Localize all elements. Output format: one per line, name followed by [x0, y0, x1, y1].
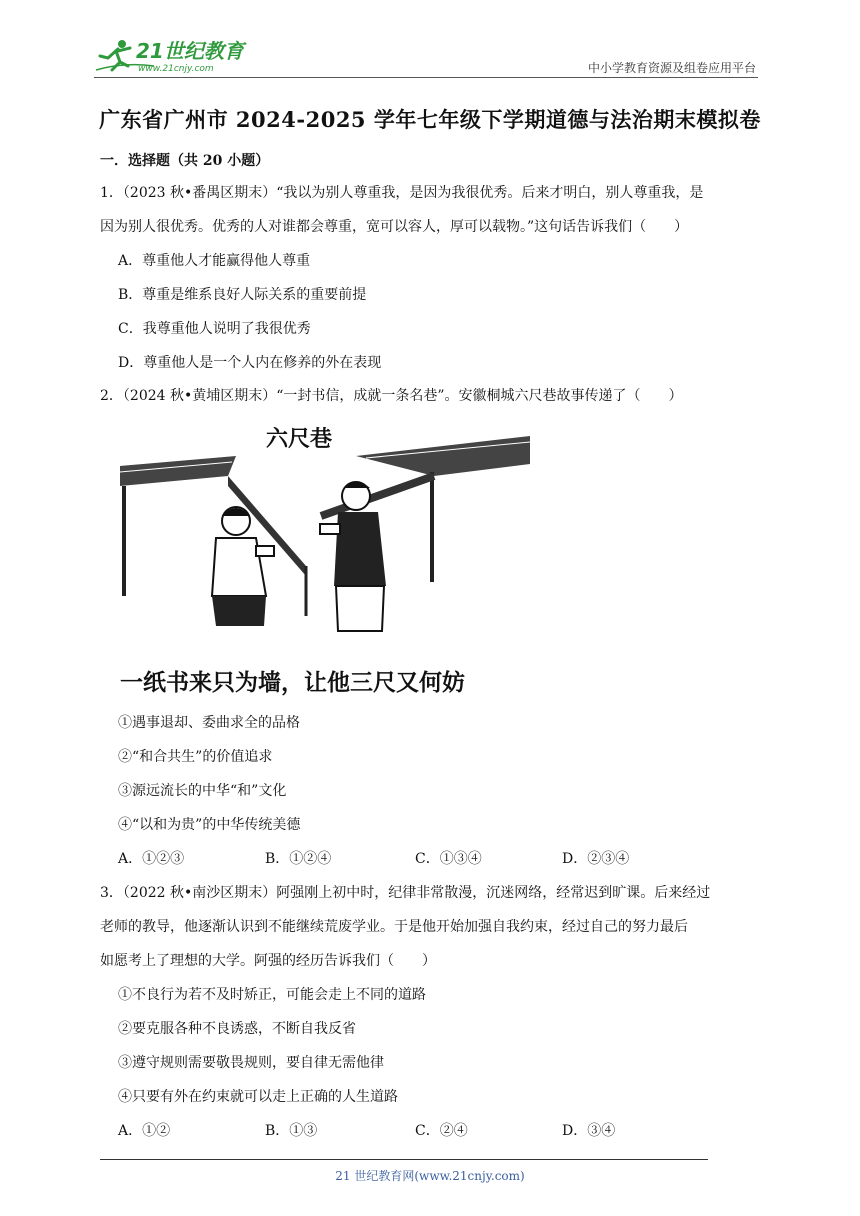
- site-logo: [94, 36, 264, 76]
- q1-option-c: C．我尊重他人说明了我很优秀: [118, 321, 311, 337]
- q3-line-3: 如愿考上了理想的大学。阿强的经历告诉我们（ ）: [100, 953, 436, 969]
- q3-choice-d: D．③④: [562, 1123, 616, 1139]
- section-heading: 一．选择题（共 20 小题）: [100, 153, 270, 169]
- logo-url: www.21cnjy.com: [138, 64, 214, 74]
- liuchixiang-illustration: [116, 416, 536, 701]
- q2-choice-b: B．①②④: [265, 851, 332, 867]
- right-person-icon: [320, 482, 386, 631]
- q3-line-2: 老师的教导，他逐渐认识到不能继续荒废学业。于是他开始加强自我约束，经过自己的努力最后: [100, 919, 688, 935]
- q2-statement-1: ①遇事退却、委曲求全的品格: [118, 715, 300, 731]
- q3-line-1: 3．（2022 秋•南沙区期末）阿强刚上初中时，纪律非常散漫，沉迷网络，经常迟到旷课。后来经过: [100, 885, 711, 901]
- q2-statement-2: ②“和合共生”的价值追求: [118, 749, 273, 765]
- q1-option-a: A．尊重他人才能赢得他人尊重: [118, 253, 311, 269]
- q2-statement-4: ④“以和为贵”的中华传统美德: [118, 817, 301, 833]
- figure-caption: 一纸书来只为墙，让他三尺又何妨: [120, 669, 465, 696]
- footer-divider: [100, 1159, 708, 1160]
- q2-choice-c: C．①③④: [415, 851, 482, 867]
- q3-statement-3: ③遵守规则需要敬畏规则，要自律无需他律: [118, 1055, 384, 1071]
- q2-line-1: 2．（2024 秋•黄埔区期末）“一封书信，成就一条名巷”。安徽桐城六尺巷故事传递了（ ）: [100, 388, 683, 404]
- page-header: [0, 0, 860, 80]
- q2-choice-a: A．①②③: [118, 851, 185, 867]
- q1-option-d: D．尊重他人是一个人内在修养的外在表现: [118, 355, 382, 371]
- q1-option-b: B．尊重是维系良好人际关系的重要前提: [118, 287, 367, 303]
- header-platform-text: 中小学教育资源及组卷应用平台: [587, 61, 756, 75]
- q1-line-2: 因为别人很优秀。优秀的人对谁都会尊重，宽可以容人，厚可以载物。”这句话告诉我们（ ）: [100, 219, 689, 235]
- page-title: 广东省广州市 2024-2025 学年七年级下学期道德与法治期末模拟卷: [99, 107, 761, 132]
- q2-choice-d: D．②③④: [562, 851, 630, 867]
- figure-title: 六尺巷: [266, 426, 333, 452]
- q3-choice-a: A．①②: [118, 1123, 171, 1139]
- q3-statement-4: ④只要有外在约束就可以走上正确的人生道路: [118, 1089, 398, 1105]
- q1-line-1: 1．（2023 秋•番禺区期末）“我以为别人尊重我，是因为我很优秀。后来才明白，别人尊重我，是: [100, 185, 704, 201]
- q3-statement-1: ①不良行为若不及时矫正，可能会走上不同的道路: [118, 987, 426, 1003]
- footer-text[interactable]: 21 世纪教育网(www.21cnjy.com): [335, 1169, 525, 1183]
- logo-text: 21世纪教育: [136, 39, 244, 63]
- q2-statement-3: ③源远流长的中华“和”文化: [118, 783, 287, 799]
- q3-statement-2: ②要克服各种不良诱惑，不断自我反省: [118, 1021, 356, 1037]
- q3-choice-b: B．①③: [265, 1123, 318, 1139]
- q3-choice-c: C．②④: [415, 1123, 468, 1139]
- header-divider: [94, 77, 758, 78]
